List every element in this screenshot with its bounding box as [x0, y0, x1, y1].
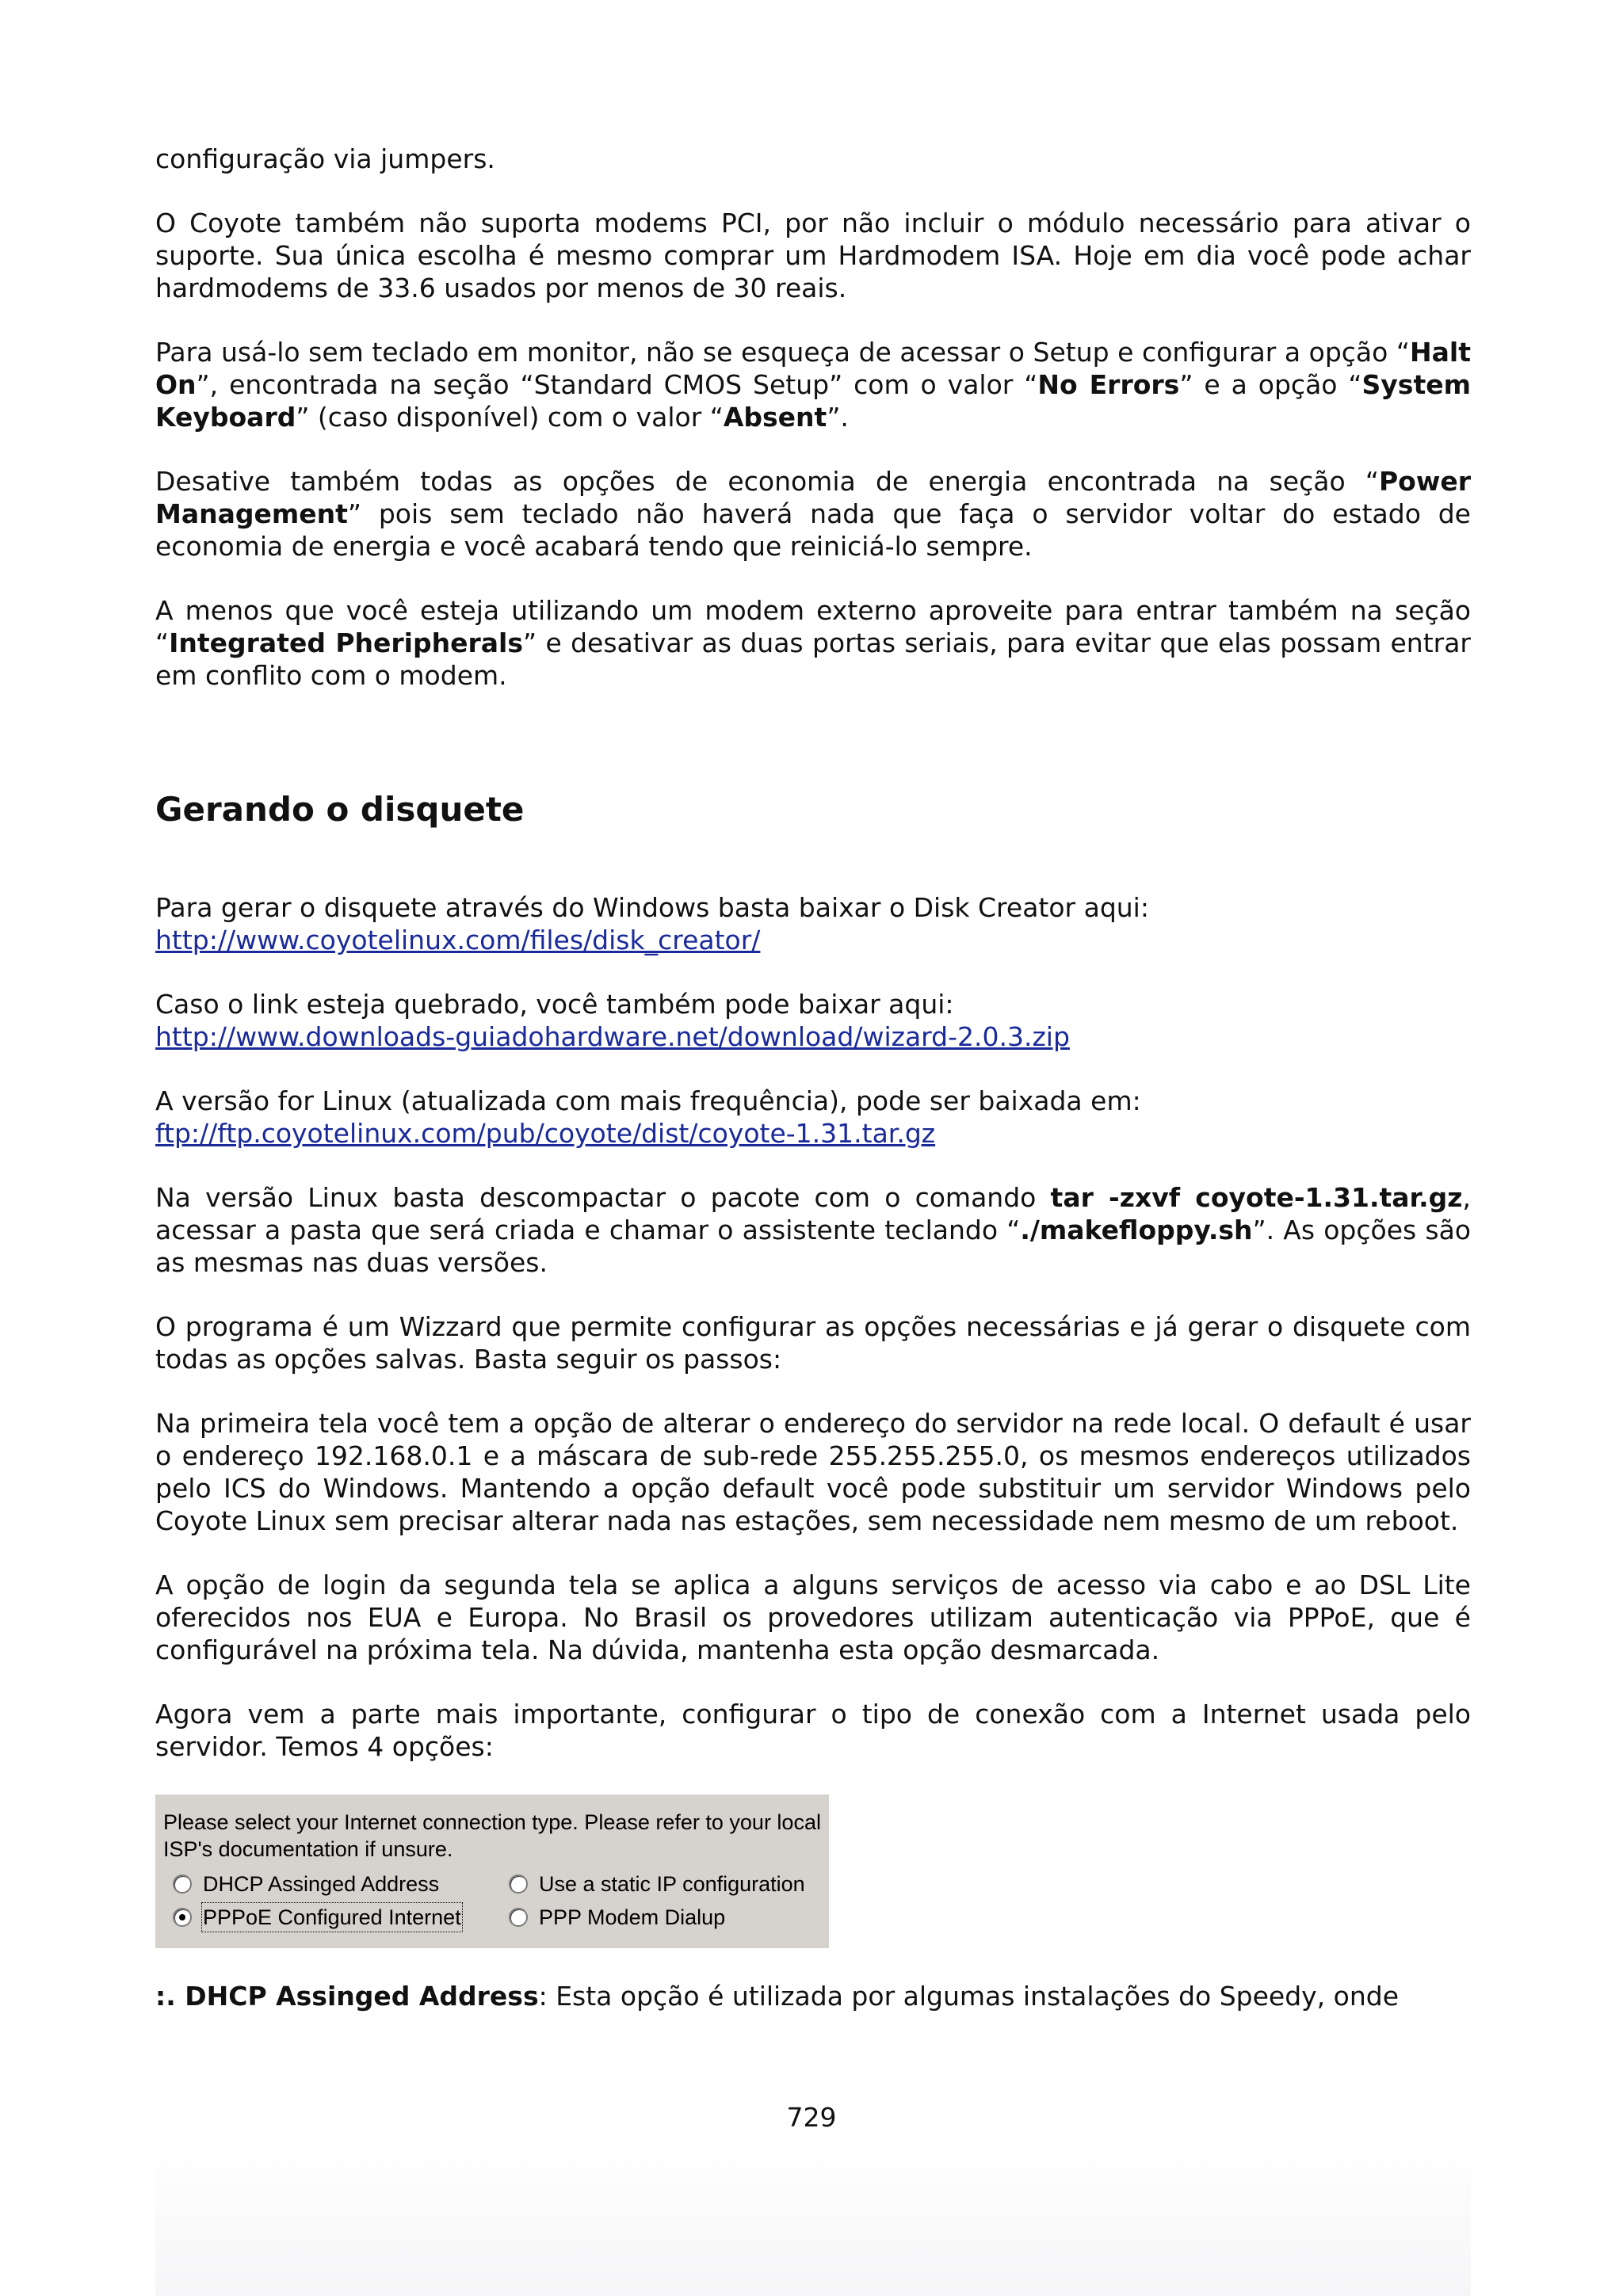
option-pppoe-label: PPPoE Configured Internet — [203, 1905, 461, 1929]
text-run: ” pois sem teclado não haverá nada que faça o servidor voltar do estado de economia de energia e você acabará tendo que reiniciá-lo sempre. — [155, 498, 1471, 562]
paragraph-serial — [155, 594, 1471, 692]
paragraph-linux-version — [155, 1181, 1471, 1279]
link-intro: A versão for Linux (atualizada com mais frequência), pode ser baixada em: — [155, 1085, 1141, 1116]
text-run: Para usá-lo sem teclado em monitor, não se esqueça de acessar o Setup e configurar a opção “ — [155, 337, 1411, 368]
text-run: ” (caso disponível) com o valor “ — [296, 402, 724, 433]
paragraph-first-screen: Na primeira tela você tem a opção de alterar o endereço do servidor na rede local. O default é usar o endereço 192.168.0.1 e a máscara de sub-rede 255.255.255.0, os mesmos endereços utilizados pelo ICS do Windows. Mantendo a opção default você pode substituir um servidor Windows pelo Coyote Linux sem precisar alterar nada nas estações, sem necessidade nem mesmo de um reboot. — [155, 1408, 1471, 1536]
bold-run: No Errors — [1037, 369, 1180, 400]
connection-type-dialog — [155, 1794, 829, 1948]
text-run: : Esta opção é utilizada por algumas instalações do Speedy, onde — [538, 1981, 1400, 2012]
radio-pppoe[interactable] — [173, 1908, 192, 1927]
radio-dhcp[interactable] — [173, 1875, 192, 1894]
option-static-ip-label: Use a static IP configuration — [539, 1872, 805, 1896]
paragraph-login: A opção de login da segunda tela se aplica a alguns serviços de acesso via cabo e ao DSL Lite oferecidos nos EUA e Europa. No Brasil os provedores utilizam autenticação via PPPoE, que é configurável na próxima tela. Na dúvida, mantenha esta opção desmarcada. — [155, 1569, 1471, 1665]
text-run: Desative também todas as opções de economia de energia encontrada na seção “ — [155, 466, 1379, 497]
text-run: ” e desativar as duas portas seriais, para evitar que elas possam entrar em conflito com o modem. — [155, 627, 1471, 691]
option-static-ip[interactable] — [509, 1871, 805, 1897]
text-run: Na versão Linux basta descompactar o pacote com o comando — [155, 1182, 1051, 1213]
page-number: 729 — [786, 2102, 837, 2133]
page-bottom-shade — [155, 2139, 1471, 2296]
paragraph-wizard: O programa é um Wizzard que permite configurar as opções necessárias e já gerar o disquete com todas as opções salvas. Basta seguir os passos: — [155, 1311, 1471, 1375]
disk-creator-link[interactable]: http://www.coyotelinux.com/files/disk_creator/ — [155, 925, 761, 955]
link-block-mirror — [155, 988, 1471, 1053]
dialog-prompt: Please select your Internet connection type. Please refer to your local ISP's documentation if unsure. — [163, 1810, 821, 1861]
radio-ppp-dialup[interactable] — [509, 1908, 528, 1927]
page-content — [155, 143, 1471, 2044]
text-run: ”, encontrada na seção “Standard CMOS Setup” com o valor “ — [196, 369, 1038, 400]
text-run: ”. — [827, 402, 849, 433]
paragraph-modems: O Coyote também não suporta modems PCI, por não incluir o módulo necessário para ativar o suporte. Sua única escolha é mesmo comprar um Hardmodem ISA. Hoje em dia você pode achar hardmodems de 33.6 usados por menos de 30 reais. — [155, 208, 1471, 303]
text-run: ”. As opções são as mesmas nas duas versões. — [155, 1215, 1471, 1278]
link-block-windows — [155, 891, 1471, 956]
paragraph-setup — [155, 336, 1471, 433]
text-run: ” e a opção “ — [1179, 369, 1362, 400]
option-dhcp[interactable] — [173, 1871, 439, 1897]
option-ppp-dialup-label: PPP Modem Dialup — [539, 1905, 726, 1929]
link-block-linux — [155, 1085, 1471, 1150]
text-run: , acessar a pasta que será criada e chamar o assistente teclando “ — [155, 1182, 1471, 1245]
paragraph-power — [155, 465, 1471, 563]
bold-run: System Keyboard — [155, 369, 1471, 433]
paragraph-jumpers: configuração via jumpers. — [155, 143, 495, 174]
radio-static-ip[interactable] — [509, 1875, 528, 1894]
text-run: A menos que você esteja utilizando um modem externo aproveite para entrar também na seção “ — [155, 595, 1471, 658]
bold-run: tar -zxvf coyote-1.31.tar.gz — [1050, 1182, 1463, 1213]
bold-run: Power Management — [155, 466, 1471, 529]
option-pppoe[interactable] — [173, 1904, 461, 1931]
bold-run: :. DHCP Assinged Address — [155, 1981, 539, 2012]
section-heading: Gerando o disquete — [155, 790, 525, 829]
bold-run: Halt On — [155, 337, 1471, 400]
wizard-download-link[interactable]: http://www.downloads-guiadohardware.net/download/wizard-2.0.3.zip — [155, 1021, 1070, 1052]
linux-ftp-link[interactable]: ftp://ftp.coyotelinux.com/pub/coyote/dist/coyote-1.31.tar.gz — [155, 1118, 936, 1149]
option-dhcp-label: DHCP Assinged Address — [203, 1872, 440, 1896]
bold-run: Integrated Pheripherals — [169, 627, 523, 658]
link-intro: Para gerar o disquete através do Windows basta baixar o Disk Creator aqui: — [155, 892, 1149, 923]
paragraph-connection-type: Agora vem a parte mais importante, configurar o tipo de conexão com a Internet usada pelo servidor. Temos 4 opções: — [155, 1699, 1471, 1762]
bold-run: ./makefloppy.sh — [1020, 1215, 1253, 1245]
paragraph-dhcp — [155, 1980, 1471, 2012]
link-intro: Caso o link esteja quebrado, você também pode baixar aqui: — [155, 989, 954, 1020]
option-ppp-dialup[interactable] — [509, 1904, 725, 1931]
bold-run: Absent — [723, 402, 827, 433]
